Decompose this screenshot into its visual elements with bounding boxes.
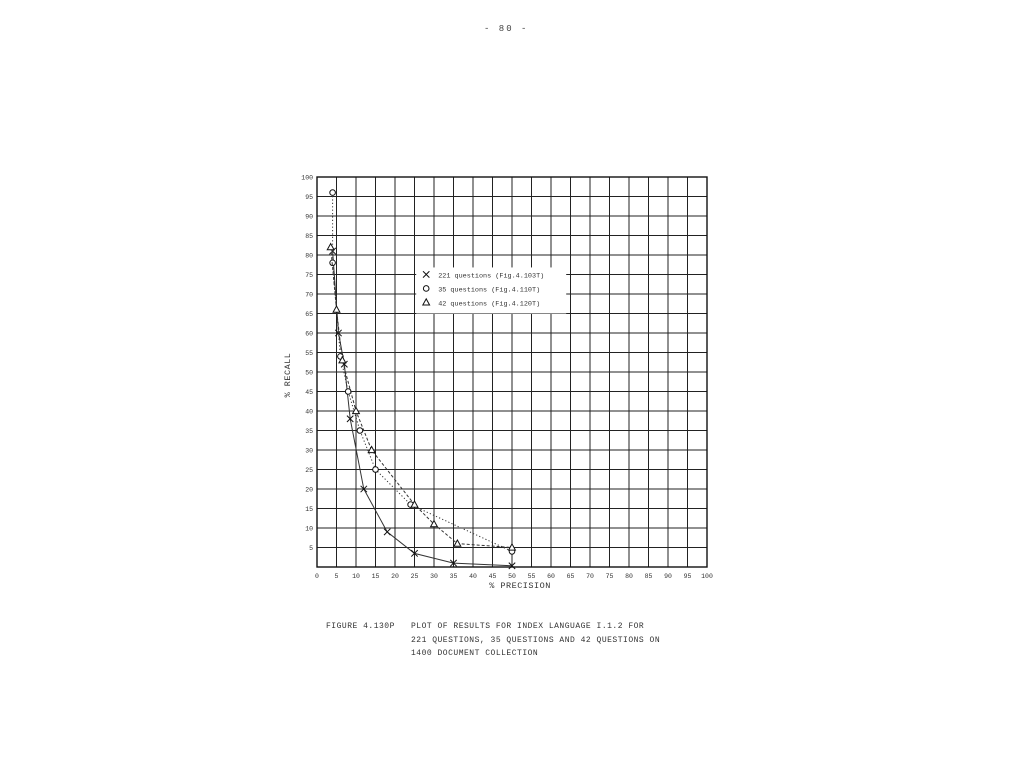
x-tick-label: 65	[566, 573, 575, 580]
y-tick-label: 70	[305, 291, 313, 299]
x-tick-label: 45	[488, 573, 497, 580]
chart-series	[327, 190, 515, 569]
x-tick-label: 95	[683, 573, 692, 580]
x-axis-label: % PRECISION	[489, 581, 551, 591]
x-tick-label: 25	[410, 573, 419, 580]
data-point	[454, 540, 461, 546]
x-tick-label: 15	[371, 573, 380, 580]
data-point	[373, 467, 379, 473]
x-tick-label: 85	[644, 573, 653, 580]
chart-legend	[416, 267, 566, 313]
y-tick-label: 60	[305, 330, 313, 338]
x-tick-label: 80	[625, 573, 633, 580]
data-point	[333, 306, 340, 312]
x-tick-label: 20	[391, 573, 399, 580]
x-tick-label: 30	[430, 573, 438, 580]
x-tick-label: 60	[547, 573, 555, 580]
x-tick-label: 50	[508, 573, 516, 580]
y-tick-label: 55	[305, 350, 313, 357]
legend-label: 35 questions (Fig.4.110T)	[438, 286, 541, 295]
y-tick-label: 15	[305, 506, 313, 513]
y-tick-label: 95	[305, 194, 313, 201]
y-tick-label: 35	[305, 428, 313, 435]
data-point	[345, 389, 351, 395]
y-tick-label: 30	[305, 447, 313, 455]
legend-label: 42 questions (Fig.4.120T)	[438, 300, 541, 309]
y-tick-label: 80	[305, 252, 313, 260]
legend-marker	[423, 286, 429, 292]
y-tick-label: 45	[305, 389, 313, 396]
caption-line: PLOT OF RESULTS FOR INDEX LANGUAGE I.1.2 FOR	[411, 622, 645, 631]
x-tick-label: 55	[527, 573, 536, 580]
y-tick-label: 5	[309, 545, 313, 552]
x-tick-label: 40	[469, 573, 477, 580]
legend-label: 221 questions (Fig.4.103T)	[438, 272, 545, 281]
figure-caption-text	[411, 620, 671, 661]
x-tick-label: 70	[586, 573, 594, 580]
y-tick-label: 40	[305, 408, 313, 416]
data-point	[330, 190, 336, 196]
x-tick-label: 90	[664, 573, 672, 580]
y-axis-label: % RECALL	[283, 352, 293, 398]
caption-line: 221 QUESTIONS, 35 QUESTIONS AND 42 QUESTIONS ON	[411, 635, 661, 645]
y-tick-label: 10	[305, 525, 313, 533]
chart-grid	[317, 177, 707, 567]
x-tick-label: 10	[352, 573, 360, 580]
y-tick-label: 20	[305, 486, 313, 494]
x-tick-label: 5	[334, 573, 339, 580]
data-point	[384, 529, 390, 535]
page-number: - 80 -	[484, 24, 529, 34]
y-tick-label: 75	[305, 272, 313, 279]
y-tick-label: 65	[305, 311, 313, 318]
y-tick-label: 85	[305, 233, 313, 240]
caption-line: 1400 DOCUMENT COLLECTION	[411, 649, 539, 658]
x-tick-label: 35	[449, 573, 458, 580]
x-tick-label: 75	[605, 573, 614, 580]
recall-precision-chart	[270, 165, 720, 595]
y-tick-label: 90	[305, 213, 313, 221]
x-tick-label: 100	[701, 573, 713, 580]
data-point	[357, 428, 363, 434]
y-tick-label: 50	[305, 369, 313, 377]
x-tick-label: 0	[315, 573, 319, 580]
y-tick-label: 25	[305, 467, 313, 474]
figure-label: FIGURE 4.130P	[326, 622, 395, 631]
y-tick-label: 100	[301, 174, 313, 182]
